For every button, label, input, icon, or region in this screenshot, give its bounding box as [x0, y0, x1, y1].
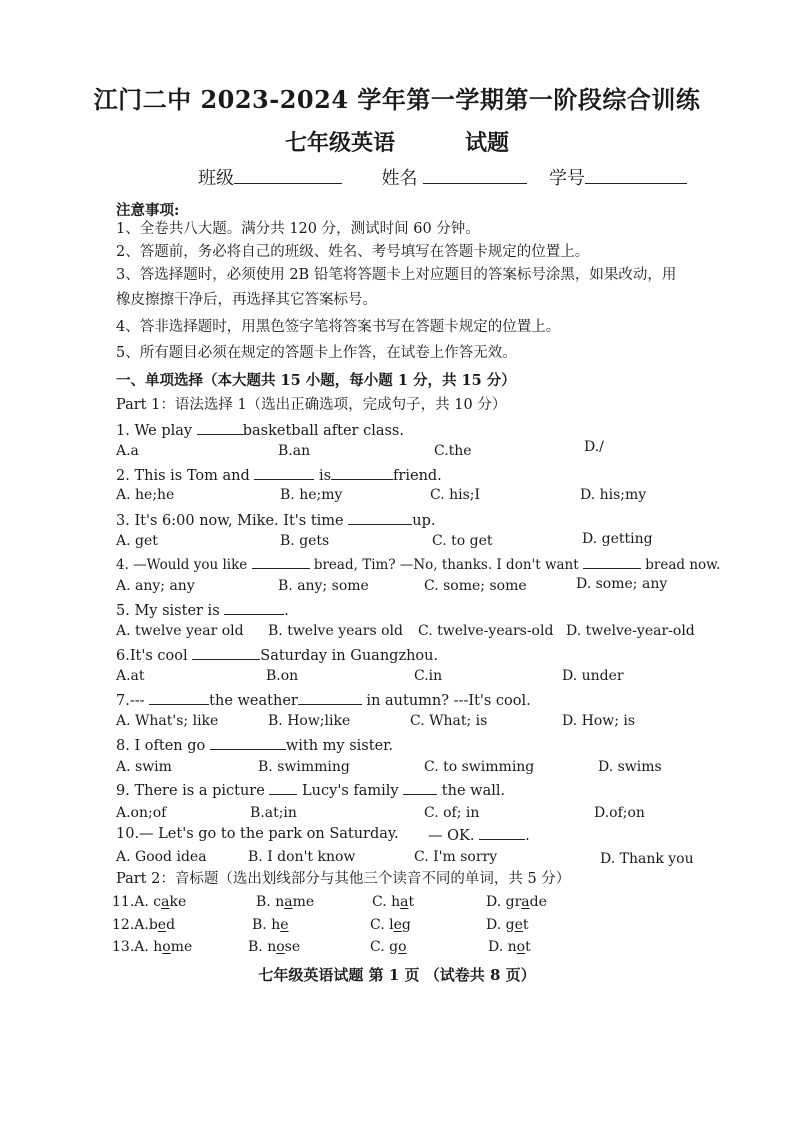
name-label: 姓名	[381, 168, 418, 189]
option-d: D./	[584, 439, 604, 455]
option-a: A.a	[116, 443, 139, 459]
option-c: C. go	[370, 939, 407, 955]
option-a: A. any; any	[116, 578, 195, 594]
id-label: 学号	[548, 168, 585, 189]
option-b: B. twelve years old	[268, 623, 403, 639]
question-8: 8. I often go with my sister.	[116, 735, 393, 755]
option-d: D. some; any	[576, 576, 668, 592]
question-5: 5. My sister is .	[116, 600, 289, 620]
student-info-row	[198, 164, 687, 190]
section1-heading: 一、单项选择（本大题共 15 小题，每小题 1 分，共 15 分）	[116, 372, 516, 389]
option-c: C. What; is	[410, 713, 488, 729]
answer-blank	[192, 645, 260, 660]
note-item: 5、所有题目必须在规定的答题卡上作答，在试卷上作答无效。	[116, 345, 517, 361]
answer-blank	[298, 690, 362, 705]
answer-blank	[149, 690, 209, 705]
option-d: D. grade	[486, 894, 547, 910]
option-b: B. he	[252, 917, 289, 933]
option-c: C. leg	[370, 917, 411, 933]
option-b: B. gets	[280, 533, 330, 549]
exam-subtitle	[0, 126, 794, 157]
option-c: C. some; some	[424, 578, 527, 594]
option-c: C.the	[434, 443, 472, 459]
answer-blank	[331, 465, 393, 480]
question-10: 10.— Let's go to the park on Saturday.	[116, 826, 399, 842]
question-12: 12.A.bed	[112, 917, 176, 933]
answer-blank	[583, 554, 641, 569]
option-a: A.on;of	[116, 805, 167, 821]
option-c: C. I'm sorry	[414, 849, 498, 865]
note-item: 3、答选择题时，必须使用 2B 铅笔将答题卡上对应题目的答案标号涂黑，如果改动，用	[116, 267, 677, 283]
option-b: B. he;my	[280, 487, 343, 503]
answer-blank	[403, 780, 437, 795]
option-c: C. hat	[372, 894, 415, 910]
question-9: 9. There is a picture Lucy's family the wall.	[116, 780, 505, 800]
option-d: D. twelve-year-old	[566, 623, 695, 639]
question-4: 4. —Would you like bread, Tim? —No, thanks. I don't want bread now.	[116, 554, 720, 574]
notes-heading: 注意事项:	[116, 202, 180, 219]
part1-heading: Part 1：语法选择 1（选出正确选项，完成句子，共 10 分）	[116, 397, 507, 413]
part2-heading: Part 2：音标题（选出划线部分与其他三个读音不同的单词，共 5 分）	[116, 871, 571, 887]
option-b: B.at;in	[250, 805, 297, 821]
exam-title: 江门二中 2023-2024 学年第一学期第一阶段综合训练	[93, 85, 701, 114]
option-b: B. How;like	[268, 713, 351, 729]
option-c: C. his;I	[430, 487, 481, 503]
answer-blank	[224, 600, 284, 615]
answer-blank	[348, 510, 412, 525]
option-c: C.in	[414, 668, 443, 684]
question-3: 3. It's 6:00 now, Mike. It's time up.	[116, 510, 435, 530]
option-c: C. to get	[432, 533, 493, 549]
option-b: B. I don't know	[248, 849, 356, 865]
question-2: 2. This is Tom and is friend.	[116, 465, 442, 485]
answer-blank	[197, 420, 243, 435]
option-d: D. swims	[598, 759, 662, 775]
answer-blank	[252, 554, 310, 569]
option-b: B. swimming	[258, 759, 350, 775]
question-7: 7.--- the weather in autumn? ---It's cool.	[116, 690, 531, 710]
note-item: 1、全卷共八大题。满分共 120 分，测试时间 60 分钟。	[116, 221, 480, 237]
option-d: D. getting	[582, 531, 653, 547]
option-b: B. name	[256, 894, 315, 910]
option-d: D. his;my	[580, 487, 647, 503]
option-a: A. What's; like	[116, 713, 219, 729]
option-a: A. twelve year old	[116, 623, 244, 639]
paper-label: 试题	[465, 130, 510, 156]
page-footer: 七年级英语试题 第 1 页 （试卷共 8 页）	[258, 966, 536, 984]
answer-blank	[210, 735, 286, 750]
question-1: 1. We play basketball after class.	[116, 420, 404, 440]
option-d: D.of;on	[594, 805, 645, 821]
option-d: D. Thank you	[600, 851, 694, 867]
answer-blank	[269, 780, 297, 795]
option-a: A. swim	[116, 759, 172, 775]
option-d: D. under	[562, 668, 624, 684]
option-c: C. twelve-years-old	[418, 623, 554, 639]
name-field[interactable]	[423, 165, 527, 184]
option-b: B.an	[278, 443, 311, 459]
option-a: A. he;he	[116, 487, 175, 503]
question-13: 13.A. home	[112, 939, 193, 955]
option-c: C. of; in	[424, 805, 480, 821]
question-10-reply: — OK. .	[428, 825, 530, 845]
class-label: 班级	[198, 168, 234, 189]
option-a: A. Good idea	[116, 849, 207, 865]
option-b: B. any; some	[278, 578, 369, 594]
option-c: C. to swimming	[424, 759, 535, 775]
answer-blank	[254, 465, 314, 480]
id-field[interactable]	[585, 165, 687, 184]
option-b: B. nose	[248, 939, 301, 955]
option-d: D. get	[486, 917, 529, 933]
option-a: A.at	[116, 668, 145, 684]
answer-blank	[479, 825, 525, 840]
question-11: 11.A. cake	[112, 894, 187, 910]
class-field[interactable]	[234, 165, 342, 184]
option-a: A. get	[116, 533, 158, 549]
question-6: 6.It's cool Saturday in Guangzhou.	[116, 645, 438, 665]
note-item: 4、答非选择题时，用黑色签字笔将答案书写在答题卡规定的位置上。	[116, 319, 561, 335]
option-b: B.on	[266, 668, 299, 684]
option-d: D. not	[488, 939, 531, 955]
option-d: D. How; is	[562, 713, 636, 729]
subject-label: 七年级英语	[284, 130, 395, 156]
note-item: 橡皮擦擦干净后，再选择其它答案标号。	[116, 292, 377, 308]
note-item: 2、答题前，务必将自己的班级、姓名、考号填写在答题卡规定的位置上。	[116, 244, 590, 260]
